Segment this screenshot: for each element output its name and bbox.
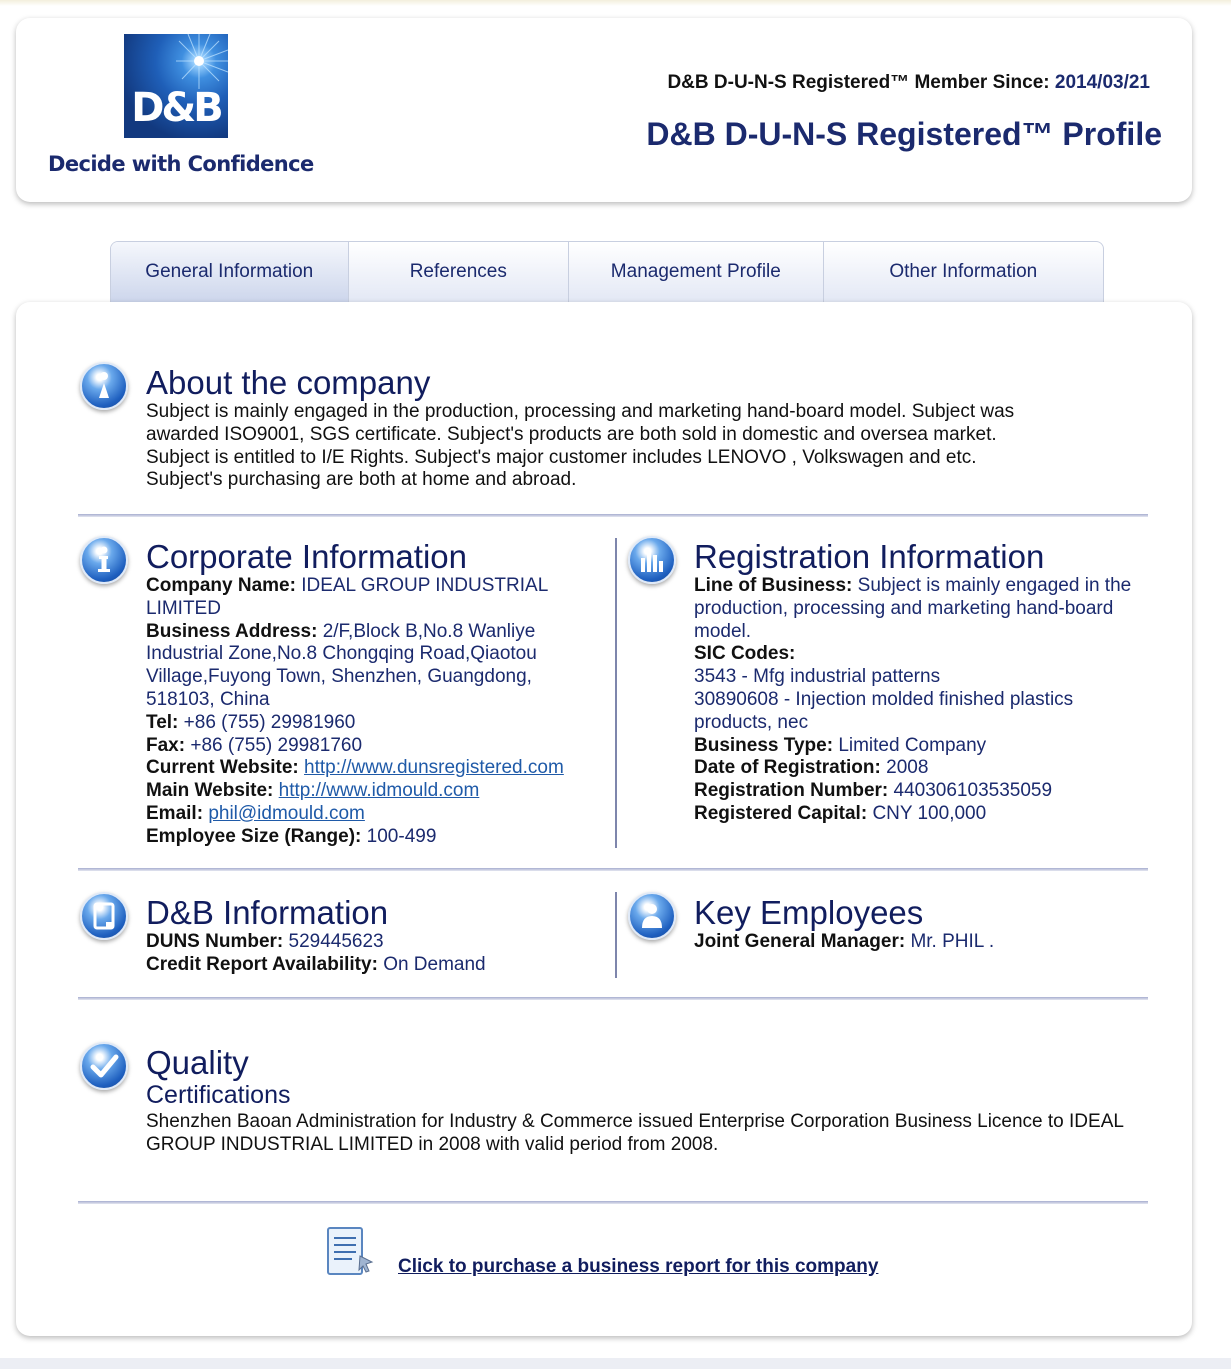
duns-row: [146, 931, 591, 954]
about-text: Subject is mainly engaged in the production, processing and marketing hand-board model. Subject was awarded ISO9001, SGS certificate. Subject's products are both sold in domestic and oversea market. Subject is entitled to I/E Rights. Subject's major customer includes LENOVO , Volkswagen and etc. Subject's purchasing are both at home and abroad.: [146, 401, 1015, 491]
email-label: Email:: [146, 802, 204, 824]
corporate-title: Corporate Information: [146, 538, 467, 575]
employee-size-label: Employee Size (Range):: [146, 825, 362, 847]
line-of-business-value: Subject is mainly engaged in the production, processing and marketing hand-board model.: [694, 575, 1132, 642]
main-website-link[interactable]: http://www.idmould.com: [278, 780, 480, 802]
sic-code-1-value: 3543 - Mfg industrial patterns: [694, 666, 941, 688]
checkmark-icon: [80, 1042, 128, 1090]
registered-capital-label: Registered Capital:: [694, 802, 868, 824]
address-label: Business Address:: [146, 620, 318, 642]
registration-number-row: [694, 780, 1154, 803]
registration-date-row: [694, 757, 1154, 780]
employees-details: [694, 931, 1154, 954]
about-title: About the company: [146, 364, 431, 401]
dnb-title: D&B Information: [146, 894, 389, 931]
sic-code-2-value: 30890608 - Injection molded finished plastics products, nec: [694, 688, 1074, 733]
divider: [78, 997, 1148, 1000]
corporate-details: [146, 575, 591, 849]
email-link[interactable]: phil@idmould.com: [208, 802, 365, 824]
registration-date-label: Date of Registration:: [694, 757, 881, 779]
employee-size-value: 100-499: [366, 825, 437, 847]
registration-details: [694, 575, 1154, 826]
current-website-row: [146, 757, 591, 780]
line-of-business-row: [694, 575, 1154, 643]
divider: [78, 514, 1148, 517]
bottom-strip: [0, 1358, 1231, 1369]
main-website-row: [146, 780, 591, 803]
credit-label: Credit Report Availability:: [146, 953, 378, 975]
quality-title: Quality: [146, 1044, 249, 1081]
fax-value: +86 (755) 29981760: [190, 734, 363, 756]
credit-row: [146, 954, 591, 977]
top-strip: [0, 0, 1231, 6]
fax-label: Fax:: [146, 734, 186, 756]
employee-role-label: Joint General Manager:: [694, 931, 906, 952]
credit-value: On Demand: [383, 953, 486, 975]
registration-number-value: 440306103535059: [893, 780, 1053, 802]
duns-value: 529445623: [288, 931, 384, 952]
business-type-value: Limited Company: [838, 734, 987, 756]
registration-number-label: Registration Number:: [694, 780, 889, 802]
sic-code-2: [694, 689, 1154, 735]
tel-row: [146, 712, 591, 735]
dnb-details: [146, 931, 591, 977]
sic-label-row: [694, 643, 1154, 666]
tab-references[interactable]: References: [349, 242, 570, 302]
company-name-value: IDEAL GROUP INDUSTRIAL LIMITED: [146, 575, 548, 619]
registration-date-value: 2008: [886, 757, 929, 779]
info-icon: [80, 536, 128, 584]
report-icon[interactable]: [324, 1226, 376, 1278]
tab-management-profile[interactable]: Management Profile: [569, 242, 823, 302]
sic-code-1: [694, 666, 1154, 689]
page-title: D&B D-U-N-S Registered™ Profile: [646, 116, 1162, 152]
bar-chart-icon: [628, 536, 676, 584]
registration-title: Registration Information: [694, 538, 1045, 575]
member-since: [667, 72, 1150, 94]
quality-text: Shenzhen Baoan Administration for Industry & Commerce issued Enterprise Corporation Business Licence to IDEAL GROUP INDUSTRIAL LIMITED in 2008 with valid period from 2008.: [146, 1111, 1124, 1155]
main-website-label: Main Website:: [146, 780, 274, 802]
member-since-label: D&B D-U-N-S Registered™ Member Since:: [667, 72, 1050, 93]
tab-other-information[interactable]: Other Information: [889, 261, 1038, 282]
tab-bar: [110, 241, 1104, 302]
employee-name-value: Mr. PHIL .: [910, 931, 995, 952]
employee-row: [694, 931, 1154, 954]
address-value: 2/F,Block B,No.8 Wanliye Industrial Zone,No.8 Chongqing Road,Qiaotou Village,Fuyong Town, Shenzhen, Guangdong, 518103, China: [146, 620, 537, 710]
company-name-label: Company Name:: [146, 575, 296, 596]
company-name-row: [146, 575, 591, 621]
email-row: [146, 803, 591, 826]
column-divider: [615, 892, 617, 978]
sic-label: SIC Codes:: [694, 643, 796, 665]
main-card: [16, 302, 1192, 1336]
line-of-business-label: Line of Business:: [694, 575, 853, 596]
document-icon: [80, 892, 128, 940]
tel-label: Tel:: [146, 711, 179, 733]
business-type-label: Business Type:: [694, 734, 834, 756]
logo-text: D&B: [131, 85, 221, 131]
divider: [78, 1201, 1148, 1204]
tab-general-information[interactable]: General Information: [111, 242, 349, 302]
business-type-row: [694, 735, 1154, 758]
person-icon: [628, 892, 676, 940]
purchase-report-link[interactable]: Click to purchase a business report for this company: [398, 1256, 879, 1277]
employees-title: Key Employees: [694, 894, 924, 931]
member-since-date: 2014/03/21: [1054, 72, 1150, 93]
duns-label: DUNS Number:: [146, 931, 284, 952]
dnb-logo: [124, 34, 228, 138]
column-divider: [615, 538, 617, 848]
registered-capital-value: CNY 100,000: [872, 802, 987, 824]
registered-capital-row: [694, 803, 1154, 826]
current-website-link[interactable]: http://www.dunsregistered.com: [304, 757, 564, 779]
info-icon: [80, 362, 128, 410]
header-card: [16, 18, 1192, 202]
divider: [78, 868, 1148, 871]
logo-tagline: Decide with Confidence: [48, 152, 314, 176]
employee-size-row: [146, 826, 591, 849]
current-website-label: Current Website:: [146, 757, 299, 779]
address-row: [146, 621, 591, 712]
tel-value: +86 (755) 29981960: [183, 711, 356, 733]
fax-row: [146, 735, 591, 758]
quality-subtitle: Certifications: [146, 1081, 291, 1109]
